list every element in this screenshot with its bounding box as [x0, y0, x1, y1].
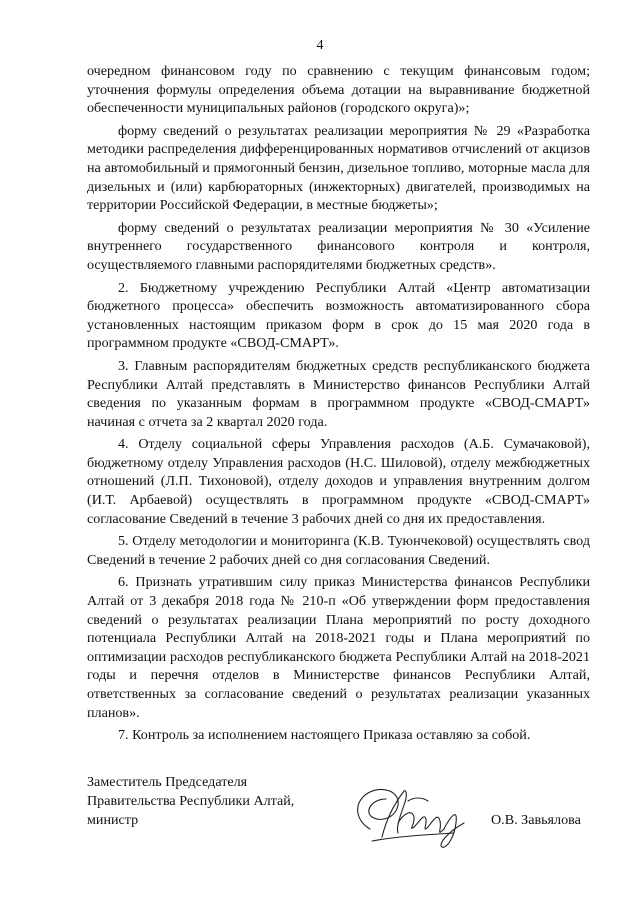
paragraph-form-measure-29: форму сведений о результатах реализации мероприятия № 29 «Разработка методики распределения дифференцированных нормативов отчислений от акцизов на автомобильный и прямогонный бензин, дизельное топливо, моторные масла для дизельных и (или) карбюраторных (инжекторных) двигателей, производимых на территории Российской Федерации, в местные бюджеты»; [87, 122, 590, 214]
handwritten-signature [342, 777, 482, 855]
signatory-name: О.В. Завьялова [491, 812, 581, 828]
signatory-position-line: Заместитель Председателя [87, 774, 248, 790]
paragraph-item-6: 6. Признать утратившим силу приказ Министерства финансов Республики Алтай от 3 декабря 2018 года № 210-п «Об утверждении форм предоставления сведений о результатах реализации Плана мероприятий по росту доходного потенциала Республики Алтай на 2018-2021 годы и Плана мероприятий по оптимизации расходов республиканского бюджета Республики Алтай на 2018-2021 годы и перечня отделов в Министерстве финансов Республики Алтай, ответственных за согласование сведений о результатах реализации указанных планов». [87, 574, 590, 721]
paragraph-form-measure-30: форму сведений о результатах реализации мероприятия № 30 «Усиление внутреннего государственного финансового контроля и контроля, осуществляемого главными распорядителями бюджетных средств». [87, 219, 590, 273]
paragraph-item-5: 5. Отделу методологии и мониторинга (К.В. Туюнчековой) осуществлять свод Сведений в течение 2 рабочих дней со дня согласования Сведений. [87, 533, 590, 568]
paragraph-item-2: 2. Бюджетному учреждению Республики Алтай «Центр автоматизации бюджетного процесса» обеспечить возможность автоматизированного сбора установленных настоящим приказом форм в срок до 15 мая 2020 года в программном продукте «СВОД-СМАРТ». [87, 279, 590, 352]
document-body [87, 62, 590, 745]
page-number: 4 [316, 38, 324, 53]
paragraph-continuation: очередном финансовом году по сравнению с текущим финансовым годом; уточнения формулы определения объема дотации на выравнивание бюджетной обеспеченности муниципальных районов (городского округа)»; [87, 63, 590, 117]
paragraph-item-7: 7. Контроль за исполнением настоящего Приказа оставляю за собой. [118, 727, 531, 744]
signatory-position-line: Правительства Республики Алтай, [87, 793, 295, 809]
signatory-position-line: министр [87, 812, 139, 828]
paragraph-item-3: 3. Главным распорядителям бюджетных средств республиканского бюджета Республики Алтай представлять в Министерство финансов Республики Алтай сведения по указанным формам в программном продукте «СВОД-СМАРТ» начиная с отчета за 2 квартал 2020 года. [87, 357, 590, 430]
paragraph-item-4: 4. Отделу социальной сферы Управления расходов (А.Б. Сумачаковой), бюджетному отделу Управления расходов (Н.С. Шиловой), отделу межбюджетных отношений (Л.П. Тихоновой), отделу доходов и управления внутренним долгом (И.Т. Арбаевой) осуществлять в программном продукте «СВОД-СМАРТ» согласование Сведений в течение 3 рабочих дней со дня их предоставления. [87, 436, 590, 527]
signature-block [87, 773, 590, 863]
